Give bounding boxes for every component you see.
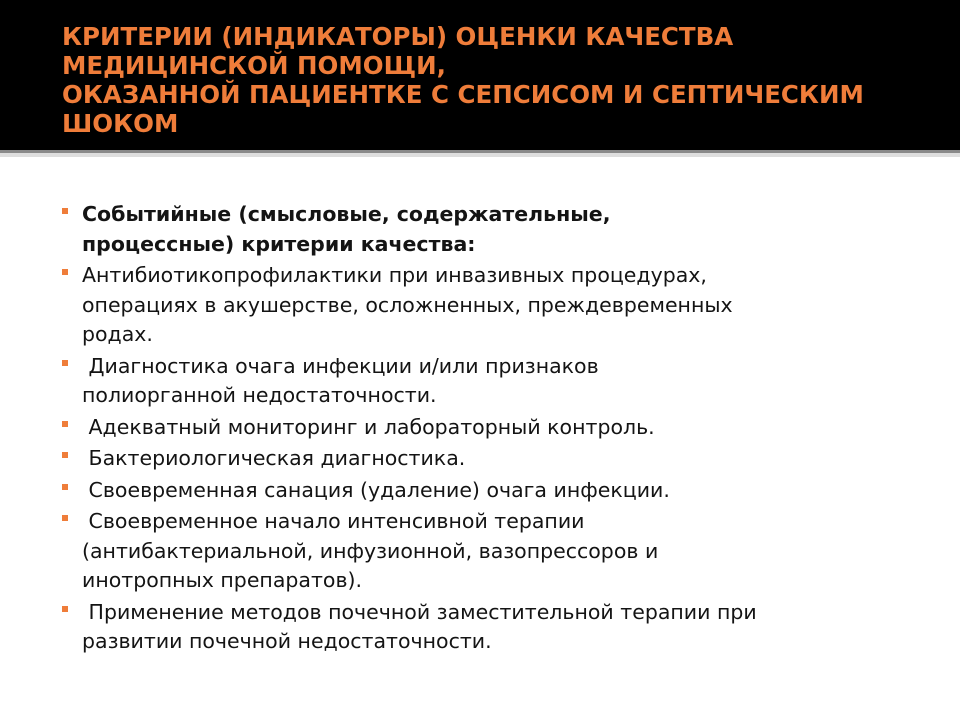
title-divider-shadow bbox=[0, 153, 960, 157]
bullet-text: Адекватный мониторинг и лабораторный контроль. bbox=[82, 414, 655, 439]
title-line-4: ШОКОМ bbox=[62, 109, 179, 138]
bullet-text: Своевременная санация (удаление) очага инфекции. bbox=[82, 477, 670, 502]
bullet-marker-icon bbox=[62, 606, 68, 612]
bullet-marker-icon bbox=[62, 484, 68, 490]
bullet-marker-icon bbox=[62, 208, 68, 214]
bullet-item-monitoring bbox=[60, 413, 920, 443]
bullet-item-source-control bbox=[60, 476, 920, 506]
bullet-marker-icon bbox=[62, 269, 68, 275]
bullet-text: Бактериологическая диагностика. bbox=[82, 446, 466, 470]
bullet-text: Применение методов почечной заместительной терапии при развитии почечной недостаточности. bbox=[82, 599, 757, 653]
bullet-item-criteria-heading bbox=[60, 200, 920, 259]
bullet-item-intensive-therapy bbox=[60, 507, 920, 596]
bullet-text: Своевременное начало интенсивной терапии (антибактериальной, инфузионной, вазопрессоров и инотропных препаратов). bbox=[82, 509, 659, 592]
bullet-text: Диагностика очага инфекции и/или признаков полиорганной недостаточности. bbox=[82, 353, 599, 407]
title-line-1: КРИТЕРИИ (ИНДИКАТОРЫ) ОЦЕНКИ КАЧЕСТВА bbox=[62, 22, 734, 51]
bullet-item-antibiotic-prophylaxis bbox=[60, 261, 920, 350]
bullet-marker-icon bbox=[62, 360, 68, 366]
title-line-2: МЕДИЦИНСКОЙ ПОМОЩИ, bbox=[62, 51, 446, 80]
bullet-item-infection-diagnostics bbox=[60, 352, 920, 411]
title-line-3: ОКАЗАННОЙ ПАЦИЕНТКЕ С СЕПСИСОМ И СЕПТИЧЕСКИМ bbox=[62, 80, 864, 109]
title-bar bbox=[0, 0, 960, 150]
bullet-item-bacteriology bbox=[60, 444, 920, 474]
bullet-marker-icon bbox=[62, 515, 68, 521]
bullet-text: Событийные (смысловые, содержательные, процессные) критерии качества: bbox=[82, 202, 611, 256]
bullet-text: Антибиотикопрофилактики при инвазивных процедурах, операциях в акушерстве, осложненных, преждевременных родах. bbox=[82, 263, 733, 346]
bullet-list bbox=[60, 200, 920, 659]
bullet-marker-icon bbox=[62, 452, 68, 458]
bullet-marker-icon bbox=[62, 421, 68, 427]
slide-title bbox=[62, 22, 942, 138]
bullet-item-renal-replacement bbox=[60, 598, 920, 657]
